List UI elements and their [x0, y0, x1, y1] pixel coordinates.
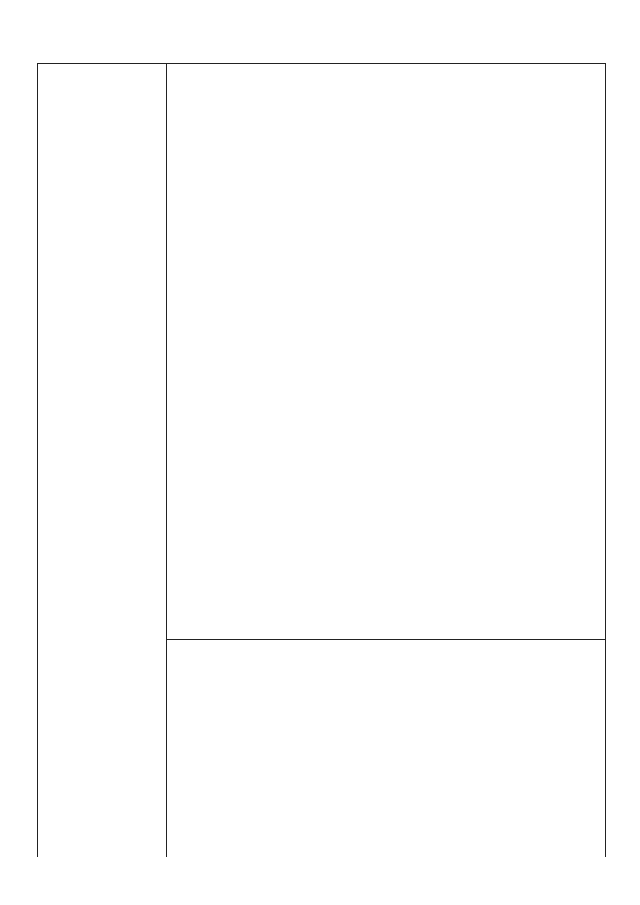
table-right-border: [605, 63, 606, 857]
table-column-divider: [166, 63, 167, 857]
table-top-border: [37, 63, 606, 64]
notes-top-border: [166, 639, 606, 640]
table-left-border: [37, 63, 38, 857]
